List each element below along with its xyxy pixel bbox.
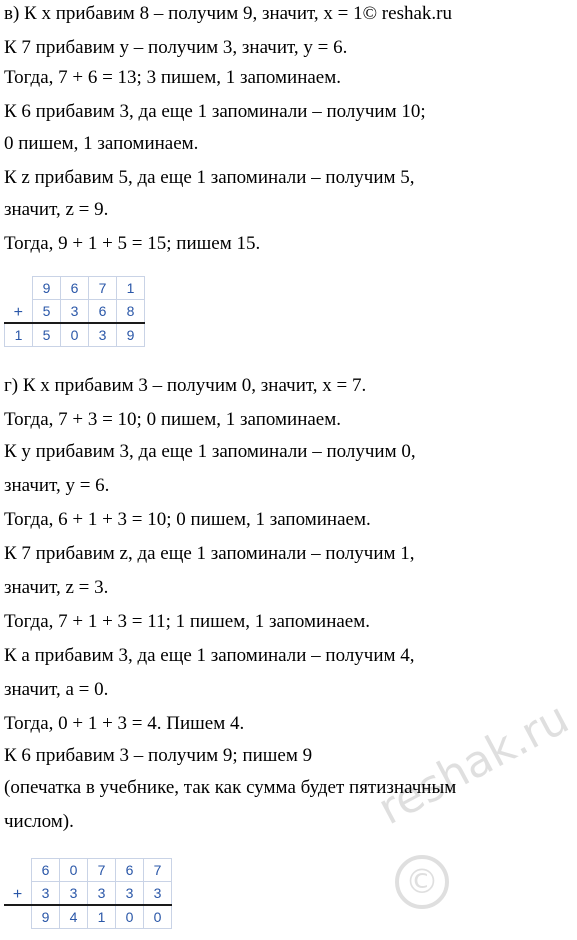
sum-cell: 1 xyxy=(88,905,116,929)
g-line-2: Тогда, 7 + 3 = 10; 0 пишем, 1 запоминаем. xyxy=(4,409,341,430)
v-line-8: Тогда, 9 + 1 + 5 = 15; пишем 15. xyxy=(4,233,261,254)
sum-cell: 0 xyxy=(116,905,144,929)
g-line-9: К a прибавим 3, да еще 1 запоминали – получим 4, xyxy=(4,645,415,666)
empty-cell xyxy=(4,905,32,929)
v-line-1: в) К x прибавим 8 – получим 9, значит, x = 1© reshak.ru xyxy=(4,3,452,24)
g-line-3: К y прибавим 3, да еще 1 запоминали – получим 0, xyxy=(4,441,416,462)
digit-cell: 6 xyxy=(32,859,60,882)
digit-cell: 7 xyxy=(88,859,116,882)
digit-cell: 6 xyxy=(116,859,144,882)
sum-cell: 0 xyxy=(61,323,89,347)
v-line-5: 0 пишем, 1 запоминаем. xyxy=(4,133,199,154)
v-line-3: Тогда, 7 + 6 = 13; 3 пишем, 1 запоминаем. xyxy=(4,67,341,88)
addition-table-g xyxy=(4,858,172,929)
addition-table-v xyxy=(4,276,145,347)
v-line-4: К 6 прибавим 3, да еще 1 запоминали – получим 10; xyxy=(4,101,426,122)
g-line-13: (опечатка в учебнике, так как сумма будет пятизначным xyxy=(4,777,457,798)
g-line-1: г) К x прибавим 3 – получим 0, значит, x = 7. xyxy=(4,375,367,396)
digit-cell: 3 xyxy=(32,882,60,906)
v-line-2: К 7 прибавим y – получим 3, значит, y = 6. xyxy=(4,37,348,58)
plus-sign: + xyxy=(12,886,23,903)
g-line-7: значит, z = 3. xyxy=(4,577,109,598)
digit-cell: 3 xyxy=(144,882,172,906)
copyright-icon: © xyxy=(395,855,449,909)
sum-cell: 1 xyxy=(5,323,33,347)
sum-cell: 9 xyxy=(117,323,145,347)
digit-cell: 8 xyxy=(117,300,145,324)
digit-cell: 3 xyxy=(88,882,116,906)
digit-cell: 3 xyxy=(116,882,144,906)
digit-cell: 3 xyxy=(61,300,89,324)
digit-cell: 6 xyxy=(61,277,89,300)
digit-cell: 3 xyxy=(60,882,88,906)
g-line-12: К 6 прибавим 3 – получим 9; пишем 9 xyxy=(4,745,313,766)
digit-cell: 1 xyxy=(117,277,145,300)
v-line-6: К z прибавим 5, да еще 1 запоминали – получим 5, xyxy=(4,167,415,188)
g-line-10: значит, a = 0. xyxy=(4,679,109,700)
sum-cell: 3 xyxy=(89,323,117,347)
digit-cell: 9 xyxy=(33,277,61,300)
digit-cell: 0 xyxy=(60,859,88,882)
g-line-14: числом). xyxy=(4,811,74,832)
digit-cell: 7 xyxy=(89,277,117,300)
v-line-7: значит, z = 9. xyxy=(4,199,109,220)
g-line-5: Тогда, 6 + 1 + 3 = 10; 0 пишем, 1 запоминаем. xyxy=(4,509,371,530)
sum-cell: 5 xyxy=(33,323,61,347)
g-line-4: значит, y = 6. xyxy=(4,475,110,496)
sum-cell: 9 xyxy=(32,905,60,929)
sum-cell: 0 xyxy=(144,905,172,929)
g-line-11: Тогда, 0 + 1 + 3 = 4. Пишем 4. xyxy=(4,713,245,734)
digit-cell: 7 xyxy=(144,859,172,882)
sum-cell: 4 xyxy=(60,905,88,929)
g-line-6: К 7 прибавим z, да еще 1 запоминали – получим 1, xyxy=(4,543,415,564)
g-line-8: Тогда, 7 + 1 + 3 = 11; 1 пишем, 1 запоминаем. xyxy=(4,611,371,632)
plus-sign: + xyxy=(13,304,23,321)
digit-cell: 5 xyxy=(33,300,61,324)
watermark-text: reshak.ru xyxy=(370,692,577,836)
digit-cell: 6 xyxy=(89,300,117,324)
